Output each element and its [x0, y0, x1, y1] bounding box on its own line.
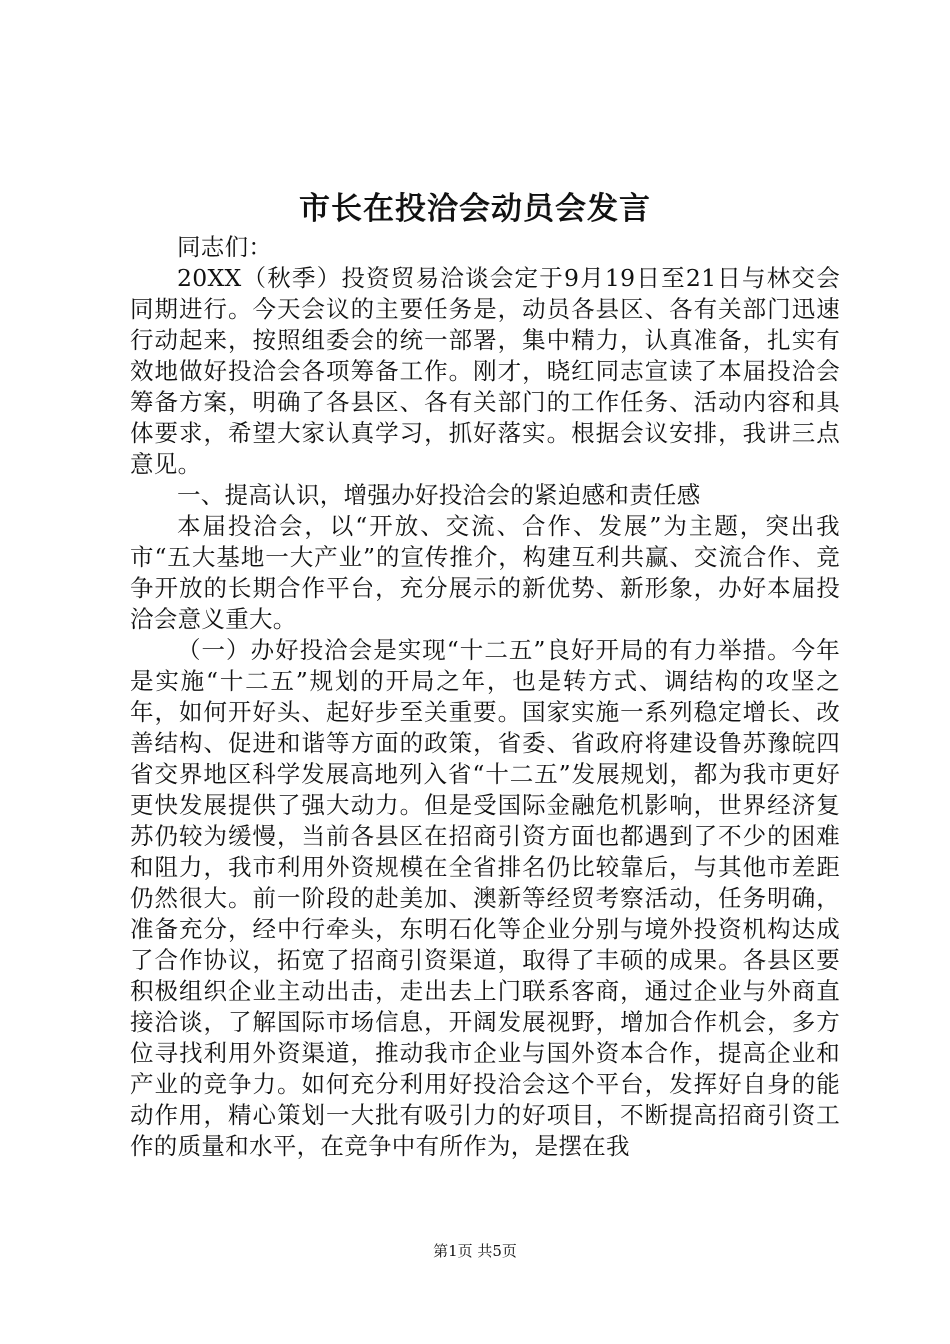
salutation-paragraph: 同志们：	[177, 233, 273, 261]
page-footer: 第1页 共5页	[433, 1242, 517, 1260]
document-title: 市长在投洽会动员会发言	[299, 191, 651, 227]
intro-paragraph: 20XX（秋季）投资贸易洽谈会定于9月19日至21日与林交会同期进行。今天会议的主要任务是，动员各县区、各有关部门迅速行动起来，按照组委会的统一部署，集中精力，认真准备，扎实有效地做好投洽会各项筹备工作。刚才，晓红同志宣读了本届投洽会筹备方案，明确了各县区、各有关部门的工作任务、活动内容和具体要求，希望大家认真学习，抓好落实。根据会议安排，我讲三点意见。	[130, 264, 840, 478]
subsection-1-paragraph: （一）办好投洽会是实现“十二五”良好开局的有力举措。今年是实施“十二五”规划的开局之年，也是转方式、调结构的攻坚之年，如何开好头、起好步至关重要。国家实施一系列稳定增长、改善结构、促进和谐等方面的政策，省委、省政府将建设鲁苏豫皖四省交界地区科学发展高地列入省“十二五”发展规划，都为我市更好更快发展提供了强大动力。但是受国际金融危机影响，世界经济复苏仍较为缓慢，当前各县区在招商引资方面也都遇到了不少的困难和阻力，我市利用外资规模在全省排名仍比较靠后，与其他市差距仍然很大。前一阶段的赴美加、澳新等经贸考察活动，任务明确，准备充分，经中行牵头，东明石化等企业分别与境外投资机构达成了合作协议，拓宽了招商引资渠道，取得了丰硕的成果。各县区要积极组织企业主动出击，走出去上门联系客商，通过企业与外商直接洽谈，了解国际市场信息，开阔发展视野，增加合作机会，多方位寻找利用外资渠道，推动我市企业与国外资本合作，提高企业和产业的竞争力。如何充分利用好投洽会这个平台，发挥好自身的能动作用，精心策划一大批有吸引力的好项目，不断提高招商引资工作的质量和水平，在竞争中有所作为，是摆在我	[130, 636, 840, 1160]
section-1-paragraph: 本届投洽会，以“开放、交流、合作、发展”为主题，突出我市“五大基地一大产业”的宣传推介，构建互利共赢、交流合作、竞争开放的长期合作平台，充分展示的新优势、新形象，办好本届投洽会意义重大。	[130, 512, 840, 633]
section-heading-1: 一、提高认识，增强办好投洽会的紧迫感和责任感	[177, 481, 701, 509]
document-body	[130, 232, 840, 1162]
